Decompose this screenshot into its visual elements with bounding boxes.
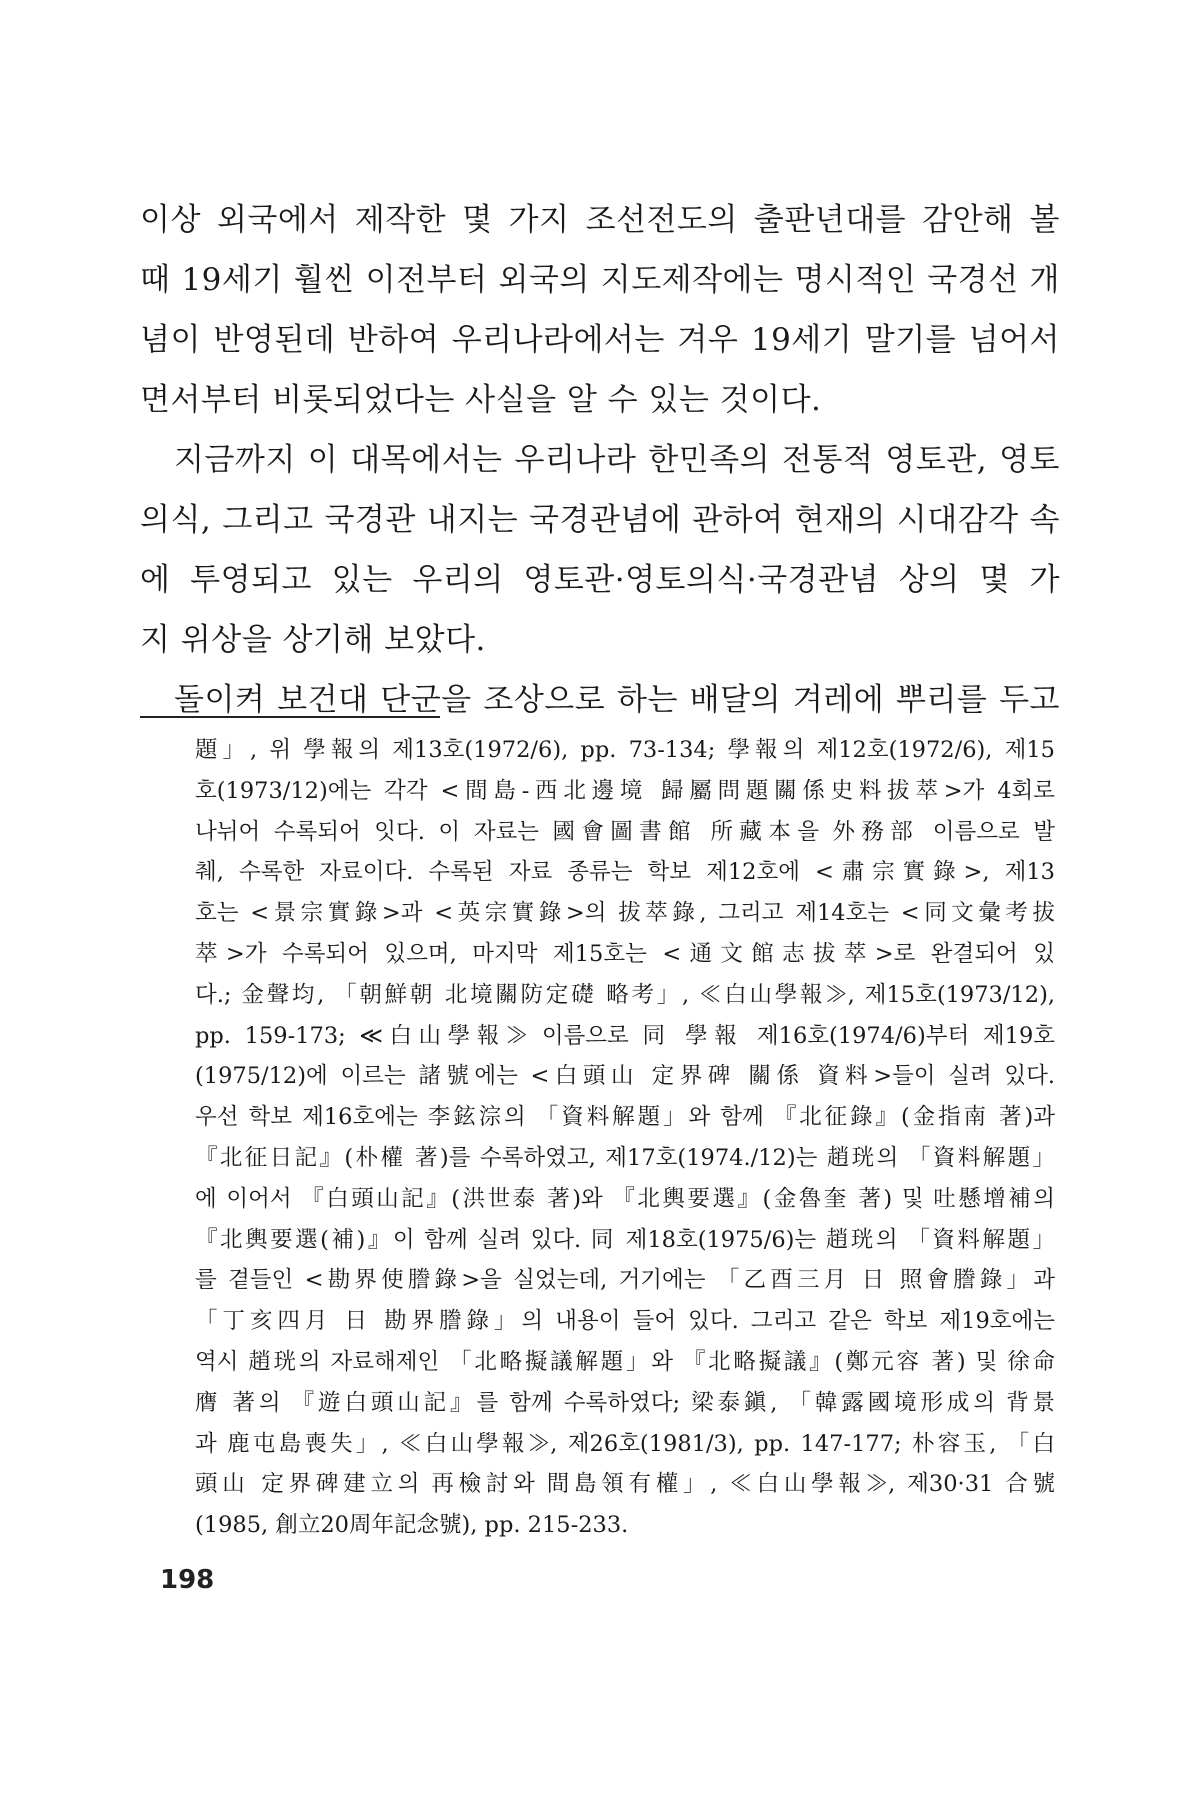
- footnote-divider: [140, 716, 440, 718]
- body-line: 면서부터 비롯되었다는 사실을 알 수 있는 것이다.: [140, 382, 822, 418]
- footnote-line: 우선 학보 제16호에는 李鉉淙의 「資料解題」와 함께 『北征錄』(金指南 著)과: [195, 1104, 1055, 1131]
- footnote-line: 과 鹿屯島喪失」, ≪白山學報≫, 제26호(1981/3), pp. 147-177; 朴容玉, 「白: [195, 1430, 1055, 1457]
- footnote-line: 역시 趙珖의 자료해제인 「北略擬議解題」와 『北略擬議』(鄭元容 著) 및 徐命: [195, 1348, 1055, 1375]
- body-line: 에 투영되고 있는 우리의 영토관·영토의식·국경관념 상의 몇 가: [140, 562, 1060, 598]
- footnote-line: 나뉘어 수록되어 잇다. 이 자료는 國會圖書館 所藏本을 外務部 이름으로 발: [195, 818, 1055, 845]
- footnote-line: pp. 159-173; ≪白山學報≫ 이름으로 同 學報 제16호(1974/6)부터 제19호: [195, 1022, 1055, 1049]
- body-line: 지 위상을 상기해 보았다.: [140, 622, 486, 658]
- page-number: 198: [160, 1565, 215, 1595]
- footnote-line: 다.; 金聲均, 「朝鮮朝 北境關防定礎 略考」, ≪白山學報≫, 제15호(1973/12),: [195, 981, 1055, 1008]
- main-body-text: [140, 190, 1060, 730]
- footnote-line: 題」, 위 學報의 제13호(1972/6), pp. 73-134; 學報의 제12호(1972/6), 제15: [195, 737, 1055, 763]
- body-line: 지금까지 이 대목에서는 우리나라 한민족의 전통적 영토관, 영토: [174, 442, 1060, 478]
- footnote-line: 『北征日記』(朴權 著)를 수록하였고, 제17호(1974./12)는 趙珖의 「資料解題」: [195, 1144, 1055, 1171]
- footnote-line: 膺 著의 『遊白頭山記』를 함께 수록하였다; 梁泰鎭, 「韓露國境形成의 背景: [195, 1389, 1055, 1416]
- footnote-line: 「丁亥四月 日 勘界謄錄」의 내용이 들어 있다. 그리고 같은 학보 제19호에는: [195, 1308, 1055, 1335]
- body-line: 의식, 그리고 국경관 내지는 국경관념에 관하여 현재의 시대감각 속: [140, 502, 1060, 538]
- body-line: 돌이켜 보건대 단군을 조상으로 하는 배달의 겨레에 뿌리를 두고: [174, 682, 1060, 718]
- footnote-line: (1975/12)에 이르는 諸號에는 <白頭山 定界碑 關係 資料>들이 실려 있다.: [195, 1063, 1055, 1090]
- footnote-line: 에 이어서 『白頭山記』(洪世泰 著)와 『北輿要選』(金魯奎 著) 및 吐懸增補의: [195, 1185, 1055, 1212]
- body-line: 때 19세기 훨씬 이전부터 외국의 지도제작에는 명시적인 국경선 개: [140, 262, 1060, 298]
- footnote-line: 『北輿要選(補)』이 함께 실려 있다. 同 제18호(1975/6)는 趙珖의 「資料解題」: [195, 1226, 1055, 1253]
- footnote-line: (1985, 創立20周年記念號), pp. 215-233.: [195, 1512, 629, 1539]
- footnote-line: 를 곁들인 <勘界使謄錄>을 실었는데, 거기에는 「乙酉三月 日 照會謄錄」과: [195, 1267, 1055, 1294]
- body-line: 이상 외국에서 제작한 몇 가지 조선전도의 출판년대를 감안해 볼: [140, 202, 1060, 238]
- body-line: 념이 반영된데 반하여 우리나라에서는 겨우 19세기 말기를 넘어서: [140, 322, 1060, 358]
- footnote-line: 호(1973/12)에는 각각 <間島-西北邊境 歸屬問題關係史料拔萃>가 4회로: [195, 777, 1055, 804]
- footnote-line: 頭山 定界碑建立의 再檢討와 間島領有權」, ≪白山學報≫, 제30·31 合號: [195, 1471, 1055, 1498]
- footnote-line: 호는 <景宗實錄>과 <英宗實錄>의 拔萃錄, 그리고 제14호는 <同文彙考拔: [195, 900, 1055, 927]
- footnote-block: [195, 730, 1055, 1546]
- footnote-line: 췌, 수록한 자료이다. 수록된 자료 종류는 학보 제12호에 <肅宗實錄>, 제13: [195, 859, 1055, 886]
- footnote-line: 萃>가 수록되어 있으며, 마지막 제15호는 <通文館志拔萃>로 완결되어 있: [195, 940, 1055, 967]
